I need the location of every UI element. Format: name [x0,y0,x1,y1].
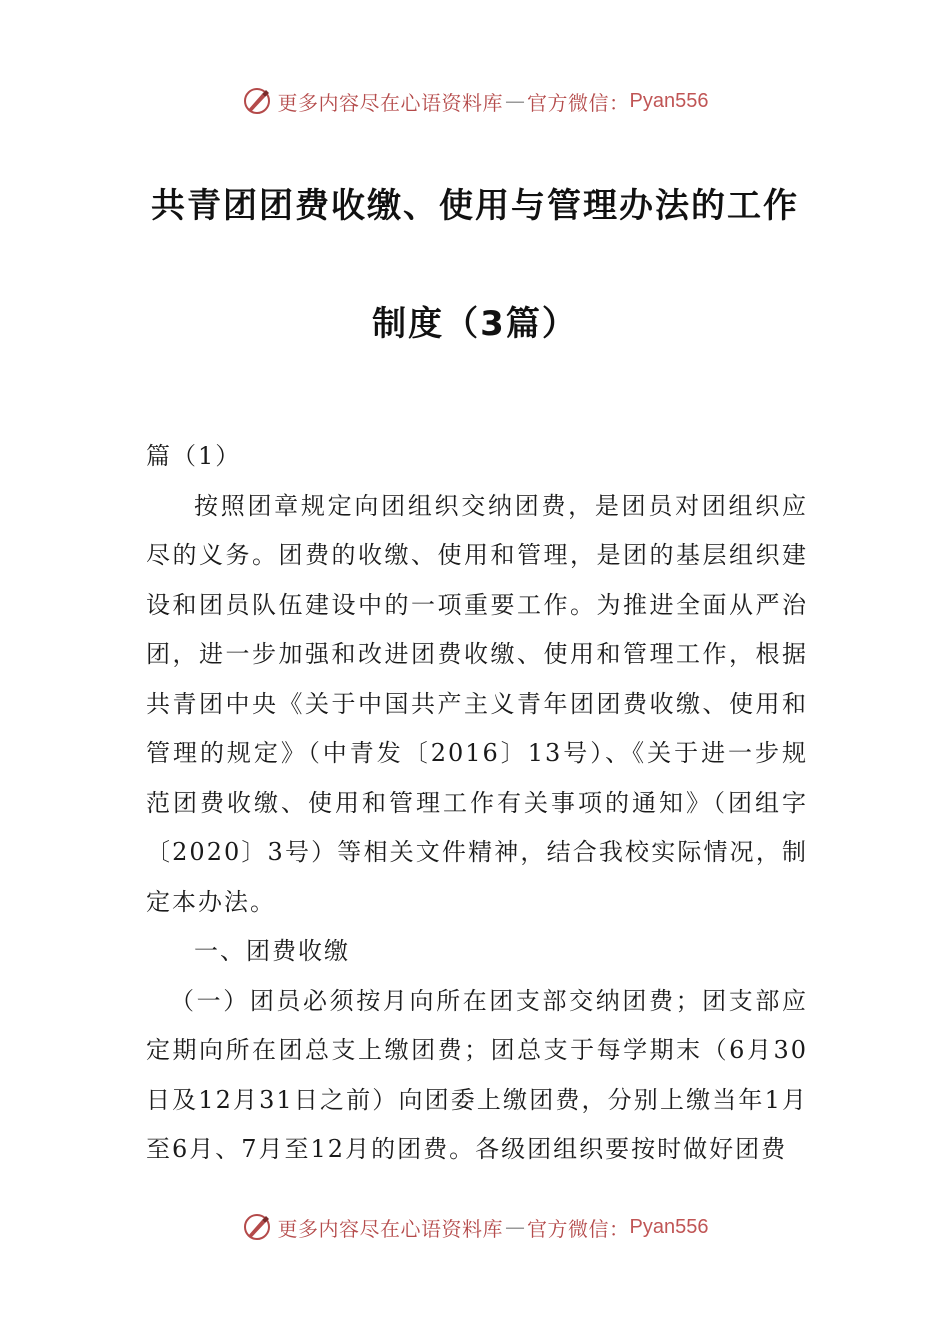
section-heading: 一、团费收缴 [194,937,350,965]
watermark-text: 更多内容尽在心语资料库 [277,1216,504,1241]
document-body [146,432,808,1175]
paragraph-intro: 按照团章规定向团组织交纳团费，是团员对团组织应尽的义务。团费的收缴、使用和管理，是团的基层组织建设和团员队伍建设中的一项重要工作。为推进全面从严治团，进一步加强和改进团费收缴、使用和管理工作，根据共青团中央《关于中国共产主义青年团团费收缴、使用和管理的规定》（中青发〔2016〕13号）、《关于进一步规范团费收缴、使用和管理工作有关事项的通知》（团组字〔2020〕3号）等相关文件精神，结合我校实际情况，制定本办法。 [146,491,808,916]
document-title-line2: 制度（3篇） [372,304,578,344]
watermark-text: 更多内容尽在心语资料库 [277,90,504,115]
pen-logo-icon [242,86,272,116]
watermark-header [0,86,950,116]
paragraph-collection: （一）团员必须按月向所在团支部交纳团费；团支部应定期向所在团总支上缴团费；团总支于每学期末（6月30日及12月31日之前）向团委上缴团费，分别上缴当年1月至6月、7月至12月的团费。各级团组织要按时做好团费 [146,986,808,1163]
watermark-account: Pyan556 [629,1215,709,1238]
document-title-line1: 共青团团费收缴、使用与管理办法的工作 [151,186,799,226]
watermark-separator: — [505,89,526,113]
pen-logo-icon [242,1212,272,1242]
watermark-account: Pyan556 [629,89,709,112]
watermark-suffix: 官方微信： [527,90,630,115]
watermark-footer [0,1212,950,1242]
section-label: 篇（1） [146,442,242,470]
watermark-separator: — [505,1215,526,1239]
watermark-suffix: 官方微信： [527,1216,630,1241]
